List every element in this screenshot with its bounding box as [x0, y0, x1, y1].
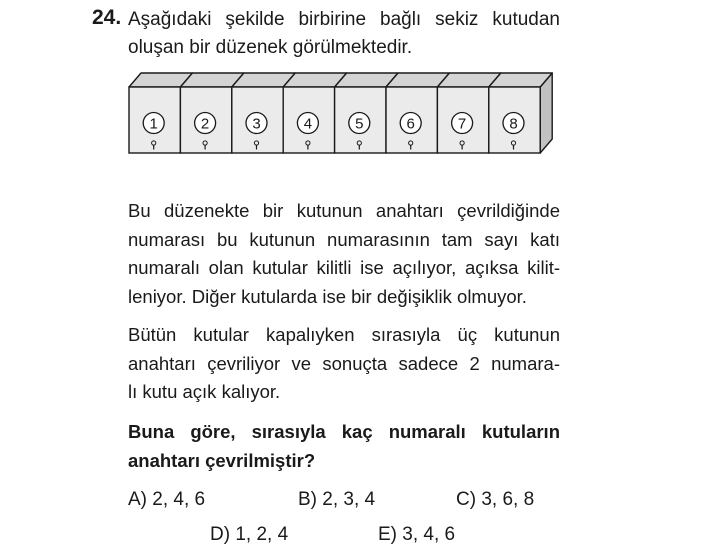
paragraph-condition — [128, 321, 560, 407]
option-e[interactable]: E) 3, 4, 6 — [378, 524, 456, 545]
paragraph-line: anahtarı çevriliyor ve sonuçta sadece 2 numara- — [128, 352, 560, 374]
box-top-face — [489, 73, 552, 87]
question-stem — [128, 6, 560, 62]
paragraph-line: numarası bu kutunun numarasının tam sayı katı — [128, 228, 560, 250]
paragraph-line: Bu düzenekte bir kutunun anahtarı çevrildiğinde — [128, 200, 560, 221]
prompt-line: Buna göre, sırasıyla kaç numaralı kutuların — [128, 421, 560, 442]
box-mechanism-figure — [120, 66, 560, 163]
box-number-label: 3 — [252, 115, 261, 133]
box-number-label: 4 — [303, 115, 313, 133]
paragraph-rules — [128, 197, 560, 311]
option-d[interactable]: D) 1, 2, 4 — [210, 524, 289, 545]
option-a[interactable]: A) 2, 4, 6 — [128, 489, 206, 510]
question-number: 24. — [92, 6, 122, 29]
paragraph-line: leniyor. Diğer kutularda ise bir değişiklik olmuyor. — [128, 285, 527, 307]
box-number-label: 7 — [457, 115, 467, 133]
boxes-illustration — [120, 66, 560, 158]
box-number-label: 2 — [200, 115, 210, 133]
boxes-layer — [129, 73, 552, 153]
box-number-label: 1 — [149, 115, 158, 133]
box-number-label: 6 — [406, 115, 415, 133]
stem-line: oluşan bir düzenek görülmektedir. — [128, 37, 413, 58]
question-prompt — [128, 418, 560, 475]
paragraph-line: lı kutu açık kalıyor. — [128, 381, 281, 402]
option-b[interactable]: B) 2, 3, 4 — [298, 489, 376, 510]
paragraph-line: numaralı olan kutular kilitli ise açılıyor, açıksa kilit- — [128, 257, 560, 278]
box-number-label: 8 — [509, 115, 518, 133]
stem-line: Aşağıdaki şekilde birbirine bağlı sekiz kutudan — [128, 9, 560, 30]
option-c[interactable]: C) 3, 6, 8 — [456, 489, 535, 510]
paragraph-line: Bütün kutular kapalıyken sırasıyla üç kutunun — [128, 324, 560, 345]
box-number-label: 5 — [355, 115, 364, 133]
prompt-line: anahtarı çevrilmiştir? — [128, 449, 316, 471]
